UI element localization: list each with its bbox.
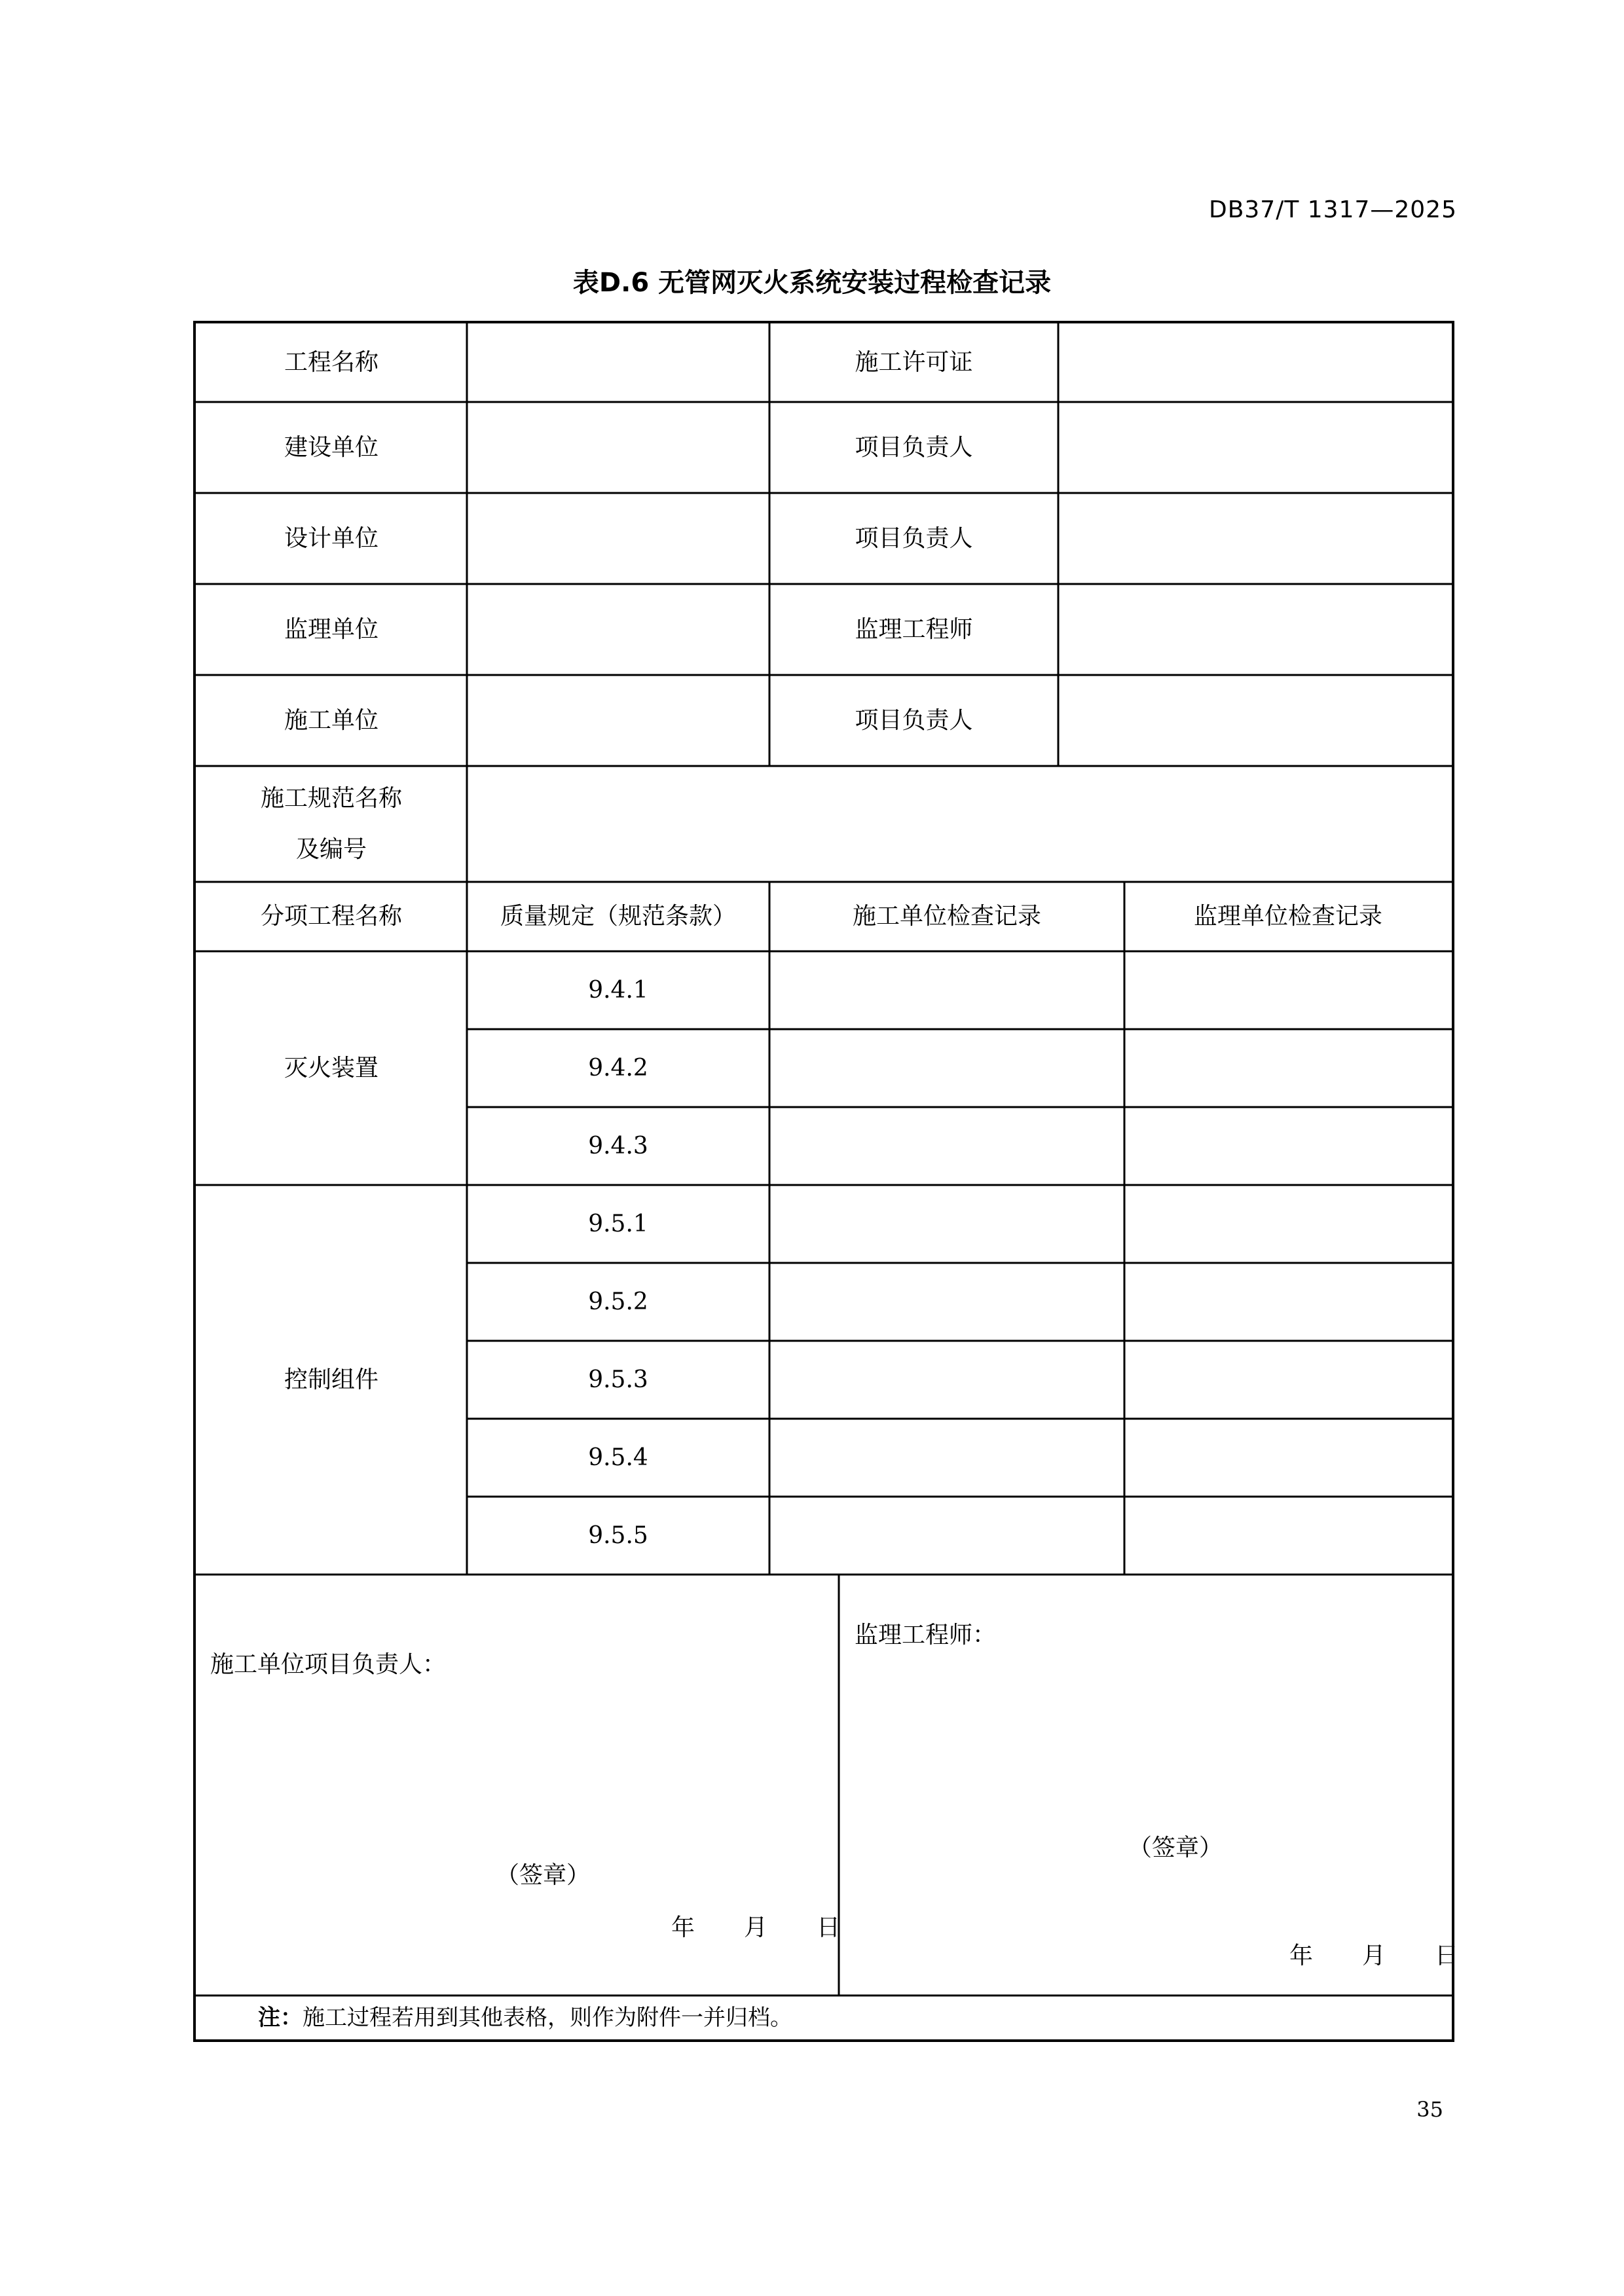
developer-label: 建设单位 xyxy=(284,433,378,461)
contractor-field[interactable] xyxy=(467,675,769,766)
clause-cell: 9.5.3 xyxy=(588,1366,648,1393)
spec-name-field[interactable] xyxy=(467,766,1452,882)
table-title: 表D.6 无管网灭火系统安装过程检查记录 xyxy=(572,268,1052,298)
standard-code: DB37/T 1317—2025 xyxy=(1208,196,1457,223)
date-year: 年 xyxy=(671,1914,695,1941)
date-month: 月 xyxy=(1362,1942,1386,1969)
developer-manager-field[interactable] xyxy=(1058,402,1452,493)
construction-permit-field[interactable] xyxy=(1058,323,1452,402)
contractor-signature-date xyxy=(671,1909,840,1942)
clause-cell: 9.5.1 xyxy=(588,1210,648,1237)
date-year: 年 xyxy=(1289,1942,1314,1969)
date-day: 日 xyxy=(1435,1942,1459,1969)
supervisor-seal-label: （签章） xyxy=(1128,1834,1223,1861)
note-prefix: 注： xyxy=(258,2005,303,2031)
contractor-manager-signature-label: 施工单位项目负责人： xyxy=(210,1651,447,1678)
group-name-extinguishing-device: 灭火装置 xyxy=(284,1054,378,1082)
clause-cell: 9.5.2 xyxy=(588,1288,648,1315)
clause-cell: 9.4.3 xyxy=(588,1132,648,1159)
note-text: 施工过程若用到其他表格，则作为附件一并归档。 xyxy=(303,2005,792,2031)
column-header-contractor-record: 施工单位检查记录 xyxy=(852,903,1041,930)
group-name-control-components: 控制组件 xyxy=(284,1366,378,1393)
designer-label: 设计单位 xyxy=(284,524,378,552)
inspection-record-table xyxy=(193,321,1459,2042)
developer-manager-label: 项目负责人 xyxy=(855,433,973,461)
designer-manager-label: 项目负责人 xyxy=(855,524,973,552)
contractor-label: 施工单位 xyxy=(284,706,378,734)
supervisor-field[interactable] xyxy=(467,584,769,675)
designer-manager-field[interactable] xyxy=(1058,493,1452,584)
supervising-engineer-signature-label: 监理工程师： xyxy=(855,1622,997,1649)
contractor-manager-label: 项目负责人 xyxy=(855,706,973,734)
clause-cell: 9.5.5 xyxy=(588,1522,648,1549)
page-number: 35 xyxy=(1416,2097,1443,2122)
supervisor-label: 监理单位 xyxy=(284,615,378,643)
spec-name-label-line2: 及编号 xyxy=(295,835,367,863)
contractor-seal-label: （签章） xyxy=(496,1862,591,1889)
project-name-field[interactable] xyxy=(467,323,769,402)
supervising-engineer-label: 监理工程师 xyxy=(855,615,973,643)
supervising-engineer-field[interactable] xyxy=(1058,584,1452,675)
column-header-subitem: 分项工程名称 xyxy=(260,903,402,930)
designer-field[interactable] xyxy=(467,493,769,584)
supervisor-signature-date xyxy=(1289,1937,1458,1971)
column-header-quality-clause: 质量规定（规范条款） xyxy=(500,903,736,930)
clause-cell: 9.4.1 xyxy=(588,976,648,1004)
spec-name-label xyxy=(196,766,467,882)
table-note xyxy=(258,1999,792,2032)
developer-field[interactable] xyxy=(467,402,769,493)
contractor-manager-field[interactable] xyxy=(1058,675,1452,766)
construction-permit-label: 施工许可证 xyxy=(855,349,973,376)
spec-name-label-line1: 施工规范名称 xyxy=(260,784,402,812)
project-name-label: 工程名称 xyxy=(284,349,378,376)
column-header-supervisor-record: 监理单位检查记录 xyxy=(1193,903,1382,930)
date-month: 月 xyxy=(744,1914,768,1941)
clause-cell: 9.5.4 xyxy=(588,1444,648,1471)
clause-cell: 9.4.2 xyxy=(588,1054,648,1082)
date-day: 日 xyxy=(817,1914,841,1941)
